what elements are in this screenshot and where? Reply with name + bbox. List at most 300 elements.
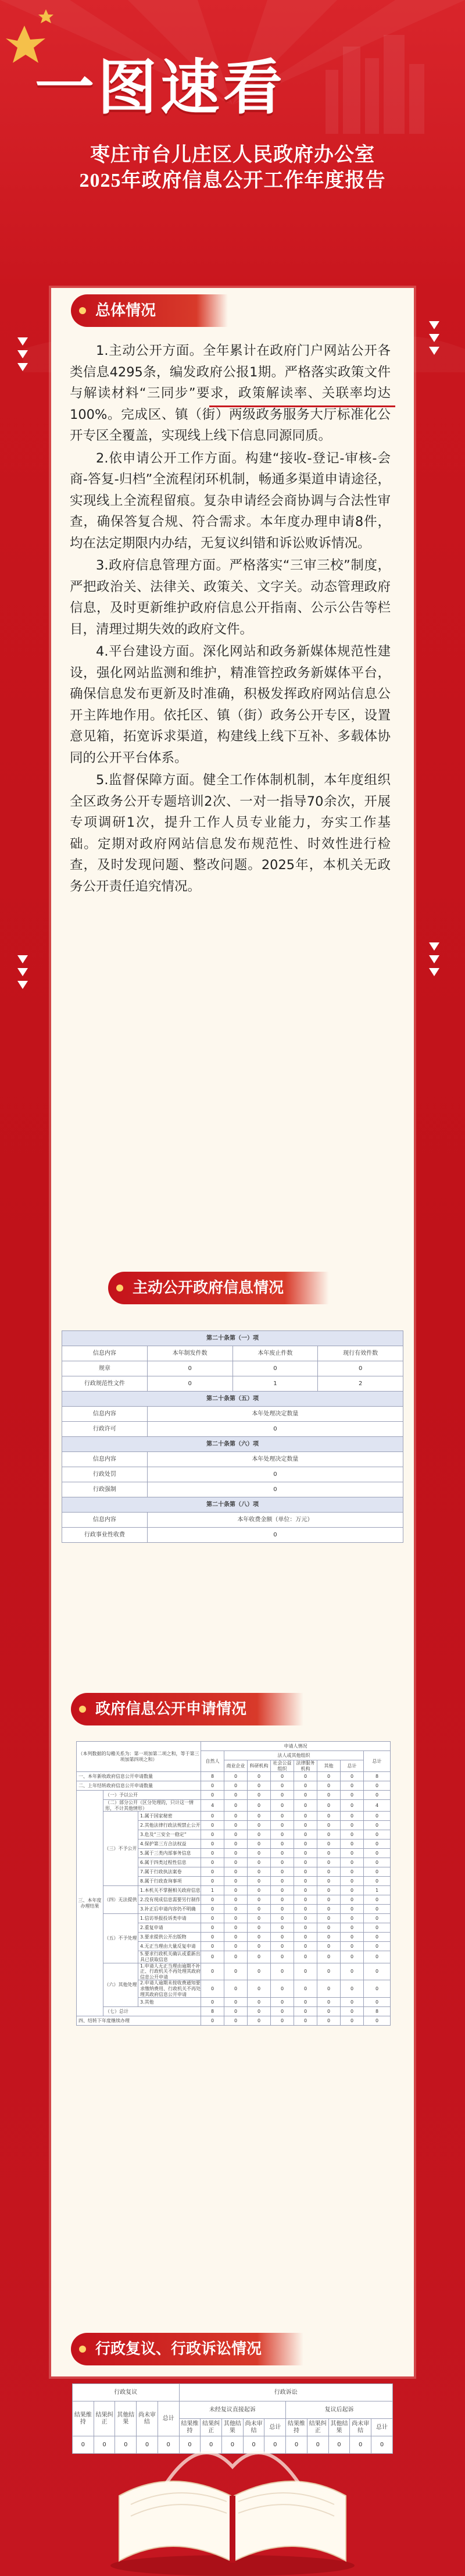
table-cell: 0 <box>271 1867 294 1877</box>
table-cell: 0 <box>341 1998 364 2007</box>
table-cell: 0 <box>271 1830 294 1840</box>
table-cell: 0 <box>201 1840 224 1849</box>
table-cell: 0 <box>271 1951 294 1963</box>
table-cell: 0 <box>201 1942 224 1951</box>
table-cell: 0 <box>224 1821 248 1830</box>
table-cell: 0 <box>201 1858 224 1867</box>
table-header: 商业企业 <box>224 1760 248 1772</box>
table-cell: 0 <box>201 1895 224 1905</box>
table-cell: 0 <box>341 1800 364 1812</box>
table-cell: 0 <box>271 1772 294 1781</box>
table-header: 本年制发件数 <box>147 1346 233 1361</box>
table-cell: 0 <box>248 1877 271 1886</box>
table-header: 科研机构 <box>248 1760 271 1772</box>
highlight-underline <box>209 405 395 407</box>
table-cell: 0 <box>147 1482 403 1497</box>
table-cell: 0 <box>294 1772 317 1781</box>
table-cell: 0 <box>317 1963 341 1980</box>
table-cell: 0 <box>147 1361 233 1376</box>
section-title-text: 政府信息公开申请情况 <box>95 1700 247 1718</box>
row-label: （一）予以公开 <box>103 1791 201 1800</box>
table-cell: 0 <box>341 1895 364 1905</box>
table-cell: 0 <box>201 1933 224 1942</box>
table-header: 本年废止件数 <box>233 1346 318 1361</box>
table-cell: 0 <box>341 2007 364 2016</box>
table-cell: 0 <box>201 1877 224 1886</box>
table-header: 总计 <box>341 1760 364 1772</box>
table-cell: 0 <box>317 2016 341 2026</box>
overview-paragraph: 5.监督保障方面。健全工作体制机制，本年度组织全区政务公开专题培训2次、一对一指导70余次，开展专项调研1次，提升工作人员专业能力，夯实工作基础。定期对政府网站信息发布规范性、时效性进行检查，及时发现问题、整改问题。2025年，本机关无政务公开责任追究情况。 <box>70 773 391 894</box>
table-cell: 0 <box>271 2007 294 2016</box>
overview-text <box>70 340 391 898</box>
row-label: 1.信访举报投诉类申请 <box>138 1914 201 1923</box>
table-cell: 0 <box>364 1867 391 1877</box>
table-cell: 0 <box>371 2436 393 2454</box>
table-cell: 8 <box>201 1772 224 1781</box>
table-cell: 0 <box>317 1886 341 1895</box>
table-header: 复议后起诉 <box>286 2401 393 2419</box>
table-cell: 0 <box>286 2436 307 2454</box>
table-cell: 0 <box>341 1886 364 1895</box>
table-cell: 0 <box>341 1840 364 1849</box>
table-header: 行政诉讼 <box>179 2384 392 2401</box>
table-cell: 0 <box>341 1933 364 1942</box>
table-cell: 0 <box>364 1895 391 1905</box>
table-cell: 0 <box>317 1933 341 1942</box>
row-label: 4.保护第三方合法权益 <box>138 1840 201 1849</box>
table-cell: 0 <box>294 1849 317 1858</box>
table-header: 其他结果 <box>222 2419 244 2436</box>
table-cell: 0 <box>233 1361 318 1376</box>
section-title-overview <box>71 294 228 327</box>
table-cell: 4 <box>201 1800 224 1812</box>
table-cell: 0 <box>341 1781 364 1791</box>
table-cell: 0 <box>271 1905 294 1914</box>
table-cell: 0 <box>248 1942 271 1951</box>
row-label: （七）总计 <box>103 2007 201 2016</box>
table-header: 尚未审结 <box>243 2419 264 2436</box>
table-cell: 0 <box>294 1963 317 1980</box>
table-cell: 0 <box>224 1998 248 2007</box>
table-cell: 0 <box>341 1772 364 1781</box>
table-cell: 0 <box>224 1914 248 1923</box>
table-cell: 0 <box>248 1858 271 1867</box>
table-header: 其他结果 <box>115 2401 137 2436</box>
table-cell: 0 <box>248 1980 271 1998</box>
table-cell: 0 <box>224 1867 248 1877</box>
table-cell: 0 <box>224 1812 248 1821</box>
table-cell: 行政规范性文件 <box>62 1376 148 1392</box>
table-cell: 行政处罚 <box>62 1467 148 1482</box>
table-cell: 0 <box>294 1951 317 1963</box>
table-cell: 0 <box>271 1963 294 1980</box>
table-header: 信息内容 <box>62 1407 148 1422</box>
table-cell: 0 <box>364 1812 391 1821</box>
arrow-down-icon <box>17 981 28 989</box>
table-cell: 0 <box>201 2016 224 2026</box>
row-label: 1.本机关不掌握相关政府信息 <box>138 1886 201 1895</box>
table-cell: 0 <box>248 1821 271 1830</box>
table-cell: 0 <box>248 1923 271 1933</box>
table-cell: 0 <box>224 1951 248 1963</box>
table-cell: 0 <box>317 1812 341 1821</box>
table-cell: 0 <box>201 2436 222 2454</box>
table-cell: 0 <box>364 1951 391 1963</box>
table-cell: 8 <box>364 1772 391 1781</box>
table-cell: 0 <box>248 1933 271 1942</box>
section-title-active <box>108 1272 329 1304</box>
table-cell: 0 <box>222 2436 244 2454</box>
table-cell: 0 <box>294 1923 317 1933</box>
table-header: 总计 <box>158 2401 179 2436</box>
hero-title: 一图速看 <box>35 56 286 122</box>
table-cell: 0 <box>328 2436 350 2454</box>
table-cell: 0 <box>201 1914 224 1923</box>
row-label: 一、本年新收政府信息公开申请数量 <box>77 1772 201 1781</box>
table-cell: 0 <box>147 1422 403 1437</box>
table-cell: 0 <box>364 1781 391 1791</box>
table-cell: 0 <box>341 1812 364 1821</box>
table-cell: 0 <box>224 1923 248 1933</box>
table-cell: 0 <box>271 1895 294 1905</box>
arrow-down-icon <box>429 321 439 329</box>
arrow-down-icon <box>429 968 439 976</box>
table-cell: 行政事业性收费 <box>62 1528 148 1543</box>
table-cell: 0 <box>294 1867 317 1877</box>
row-label: （二）部分公开（区分处理的，只计这一情形，不计其他情形） <box>103 1800 201 1812</box>
table-heading: 第二十条第（五）项 <box>62 1392 403 1407</box>
table-header: 申请人情况 <box>201 1742 391 1751</box>
table-cell: 0 <box>364 1877 391 1886</box>
table-header: 其他结果 <box>328 2419 350 2436</box>
table-cell: 0 <box>271 1942 294 1951</box>
table-cell: 1 <box>201 1886 224 1895</box>
table-cell: 0 <box>294 1840 317 1849</box>
table-header: 本年收费金额（单位：万元） <box>147 1513 403 1528</box>
table-header: 法人或其他组织 <box>224 1751 364 1760</box>
table-cell: 0 <box>364 1963 391 1980</box>
table-header: 信息内容 <box>62 1346 148 1361</box>
table-header: 未经复议直接起诉 <box>179 2401 286 2419</box>
table-cell: 0 <box>243 2436 264 2454</box>
table-cell: 0 <box>317 1914 341 1923</box>
table-cell: 0 <box>317 1830 341 1840</box>
table-cell: 0 <box>248 1849 271 1858</box>
table-cell: 0 <box>294 1886 317 1895</box>
table-cell: 0 <box>271 1998 294 2007</box>
table-cell: 0 <box>341 1923 364 1933</box>
table-header: 结果维持 <box>73 2401 94 2436</box>
table-cell: 0 <box>271 1800 294 1812</box>
group-label: 三、本年度办理结果 <box>77 1791 103 2016</box>
table-cell: 0 <box>271 1980 294 1998</box>
table-cell: 0 <box>341 1830 364 1840</box>
table-cell: 0 <box>364 1942 391 1951</box>
table-header: 总计 <box>371 2419 393 2436</box>
table-cell: 8 <box>201 2007 224 2016</box>
table-cell: 0 <box>341 1858 364 1867</box>
table-cell: 0 <box>224 1895 248 1905</box>
bullet-icon <box>79 1706 86 1713</box>
section-title-text: 主动公开政府信息情况 <box>133 1279 284 1297</box>
table-cell: 0 <box>224 1840 248 1849</box>
group-label: （五）不予处理 <box>103 1914 138 1963</box>
table-row <box>77 1781 391 1791</box>
table-cell: 0 <box>201 1951 224 1963</box>
table-cell: 0 <box>341 1963 364 1980</box>
table-cell: 0 <box>364 1858 391 1867</box>
table-row <box>77 1914 391 1923</box>
table-cell: 0 <box>317 1942 341 1951</box>
table-cell: 0 <box>224 2016 248 2026</box>
table-row <box>77 1800 391 1812</box>
table-cell: 0 <box>364 2016 391 2026</box>
table-cell: 0 <box>224 1800 248 1812</box>
table-cell: 0 <box>294 2007 317 2016</box>
table-cell: 0 <box>248 1791 271 1800</box>
table-cell: 0 <box>341 1980 364 1998</box>
table-cell: 0 <box>317 1867 341 1877</box>
section-title-review <box>71 2333 303 2365</box>
table-cell: 0 <box>248 1951 271 1963</box>
table-header: 本年处理决定数量 <box>147 1407 403 1422</box>
table-cell: 0 <box>317 1923 341 1933</box>
table-header: 尚未审结 <box>137 2401 158 2436</box>
request-table <box>76 1741 391 2026</box>
table-cell: 0 <box>248 2007 271 2016</box>
table-cell: 0 <box>364 1849 391 1858</box>
table-cell: 0 <box>179 2436 201 2454</box>
group-label: （三）不予公开 <box>103 1812 138 1886</box>
table-row <box>77 2016 391 2026</box>
table-cell: 0 <box>248 1781 271 1791</box>
table-cell: 1 <box>364 1886 391 1895</box>
table-cell: 0 <box>317 1858 341 1867</box>
overview-paragraph: 2.依申请公开工作方面。构建“接收-登记-审核-会商-答复-归档”全流程闭环机制，畅通多渠道申请途径，实现线上全流程留痕。复杂申请经会商协调与合法性审查，确保答复合规、符合需求。本年度办理申请8件，均在法定期限内办结，无复议纠错和诉讼败诉情况。 <box>70 450 391 551</box>
table-cell: 4 <box>364 1800 391 1812</box>
table-cell: 0 <box>271 1933 294 1942</box>
table-header: 结果纠正 <box>94 2401 115 2436</box>
table-cell: 0 <box>317 1905 341 1914</box>
table-header: 自然人 <box>201 1751 224 1772</box>
table-cell: 0 <box>317 1849 341 1858</box>
table-cell: 0 <box>317 1800 341 1812</box>
table-row <box>77 2007 391 2016</box>
report-subtitle-line2: 2025年政府信息公开工作年度报告 <box>79 170 386 191</box>
row-label: 2.没有现成信息需要另行制作 <box>138 1895 201 1905</box>
table-cell: 0 <box>147 1376 233 1392</box>
table-cell: 2 <box>318 1376 403 1392</box>
table-cell: 0 <box>317 1998 341 2007</box>
table-header: 总计 <box>364 1751 391 1772</box>
table-cell: 0 <box>271 1821 294 1830</box>
table-cell: 0 <box>201 1998 224 2007</box>
table-cell: 0 <box>271 2016 294 2026</box>
table-cell: 行政许可 <box>62 1422 148 1437</box>
table-cell: 0 <box>294 1830 317 1840</box>
table-cell: 0 <box>224 1933 248 1942</box>
table-cell: 0 <box>294 1905 317 1914</box>
table-cell: 0 <box>271 1858 294 1867</box>
table-cell: 0 <box>364 1998 391 2007</box>
table-cell: 0 <box>294 1933 317 1942</box>
table-cell: 0 <box>294 1781 317 1791</box>
bullet-icon <box>79 2346 86 2353</box>
table-cell: 0 <box>201 1781 224 1791</box>
table-cell: 0 <box>317 1821 341 1830</box>
table-cell: 0 <box>137 2436 158 2454</box>
table-cell: 0 <box>294 1980 317 1998</box>
table-cell: 0 <box>248 1895 271 1905</box>
table-cell: 0 <box>341 1791 364 1800</box>
table-cell: 0 <box>248 1963 271 1980</box>
arrow-down-icon <box>429 942 439 951</box>
table-cell: 0 <box>201 1905 224 1914</box>
table-cell: 0 <box>248 1800 271 1812</box>
table-cell: 0 <box>294 1858 317 1867</box>
row-label: 3.其他 <box>138 1998 201 2007</box>
row-label: 5.属于三类内部事务信息 <box>138 1849 201 1858</box>
table-cell: 0 <box>341 1905 364 1914</box>
table-cell: 0 <box>248 1998 271 2007</box>
table-cell: 0 <box>364 1914 391 1923</box>
table-cell: 0 <box>224 1781 248 1791</box>
arrow-down-icon <box>17 337 28 346</box>
table-header: 结果纠正 <box>201 2419 222 2436</box>
section-title-text: 行政复议、行政诉讼情况 <box>95 2340 262 2358</box>
table-header: 结果纠正 <box>307 2419 328 2436</box>
table-cell: 1 <box>233 1376 318 1392</box>
overview-paragraph: 1.主动公开方面。全年累计在政府门户网站公开各类信息4295条，编发政府公报1期。严格落实政策文件与解读材料“三同步”要求，政策解读率、关联率均达100%。完成区、镇（街）两级政务服务大厅标准化公开专区全覆盖，实现线上线下信息同源同质。 <box>70 343 391 443</box>
table-cell: 0 <box>364 1933 391 1942</box>
table-cell: 0 <box>317 1840 341 1849</box>
section-title-request <box>71 1693 303 1725</box>
table-header: 结果维持 <box>286 2419 307 2436</box>
table-cell: 0 <box>201 1849 224 1858</box>
table-cell: 0 <box>248 1914 271 1923</box>
table-header: 社会公益组织 <box>271 1760 294 1772</box>
table-cell: 0 <box>201 1963 224 1980</box>
table-cell: 0 <box>318 1361 403 1376</box>
table-cell: 0 <box>350 2436 371 2454</box>
arrow-down-icon <box>17 955 28 963</box>
table-cell: 0 <box>294 2016 317 2026</box>
table-cell: 行政强制 <box>62 1482 148 1497</box>
table-cell: 0 <box>364 1821 391 1830</box>
table-heading: 第二十条第（六）项 <box>62 1437 403 1452</box>
table-cell: 0 <box>248 1772 271 1781</box>
table-cell: 0 <box>224 1791 248 1800</box>
table-cell: 8 <box>364 2007 391 2016</box>
table-row <box>77 1791 391 1800</box>
table-cell: 0 <box>248 2016 271 2026</box>
table-cell: 0 <box>294 1998 317 2007</box>
table-corner-note: （本列数据的勾稽关系为：第一项加第二项之和，等于第三项加第四项之和） <box>77 1742 201 1772</box>
arrow-down-icon <box>429 955 439 963</box>
table-cell: 0 <box>248 1812 271 1821</box>
table-cell: 0 <box>294 1821 317 1830</box>
table-cell: 0 <box>294 1877 317 1886</box>
table-cell: 0 <box>317 1980 341 1998</box>
table-cell: 规章 <box>62 1361 148 1376</box>
table-cell: 0 <box>307 2436 328 2454</box>
table-cell: 0 <box>201 1867 224 1877</box>
table-cell: 0 <box>294 1895 317 1905</box>
table-cell: 0 <box>341 1914 364 1923</box>
table-cell: 0 <box>224 1886 248 1895</box>
table-cell: 0 <box>271 1781 294 1791</box>
table-cell: 0 <box>201 1980 224 1998</box>
table-header: 法律服务机构 <box>294 1760 317 1772</box>
table-cell: 0 <box>248 1867 271 1877</box>
table-row <box>77 1963 391 1980</box>
table-cell: 0 <box>224 1830 248 1840</box>
row-label: 1.申请人无正当理由逾期不补正、行政机关不再处理其政府信息公开申请 <box>138 1963 201 1980</box>
table-cell: 0 <box>317 2007 341 2016</box>
row-label: 4.无正当理由大量反复申请 <box>138 1942 201 1951</box>
table-cell: 0 <box>317 1791 341 1800</box>
table-cell: 0 <box>341 1821 364 1830</box>
table-cell: 0 <box>294 1791 317 1800</box>
table-cell: 0 <box>201 1923 224 1933</box>
table-cell: 0 <box>364 1840 391 1849</box>
table-cell: 0 <box>224 1877 248 1886</box>
table-cell: 0 <box>341 1951 364 1963</box>
table-cell: 0 <box>224 1942 248 1951</box>
table-cell: 0 <box>73 2436 94 2454</box>
table-cell: 0 <box>224 1849 248 1858</box>
row-label: 1.属于国家秘密 <box>138 1812 201 1821</box>
table-cell: 0 <box>364 1830 391 1840</box>
table-cell: 0 <box>224 1980 248 1998</box>
arrow-down-icon <box>17 968 28 976</box>
table-cell: 0 <box>271 1877 294 1886</box>
table-cell: 0 <box>294 1914 317 1923</box>
table-cell: 0 <box>248 1905 271 1914</box>
table-cell: 0 <box>147 1467 403 1482</box>
row-label: 6.属于四类过程性信息 <box>138 1858 201 1867</box>
group-label: （六）其他处理 <box>103 1963 138 2007</box>
table-cell: 0 <box>364 1980 391 1998</box>
table-cell: 0 <box>264 2436 286 2454</box>
row-label: 8.属于行政查询事项 <box>138 1877 201 1886</box>
table-cell: 0 <box>271 1849 294 1858</box>
section-title-text: 总体情况 <box>95 302 156 319</box>
table-cell: 0 <box>201 1812 224 1821</box>
table-row <box>77 1812 391 1821</box>
bullet-icon <box>116 1285 123 1291</box>
table-cell: 0 <box>224 1905 248 1914</box>
table-row <box>77 1772 391 1781</box>
table-cell: 0 <box>201 1821 224 1830</box>
table-cell: 0 <box>341 1867 364 1877</box>
overview-paragraph: 4.平台建设方面。深化网站和政务新媒体规范性建设，强化网站监测和维护，精准管控政务新媒体平台，确保信息发布更新及时准确，积极发挥政府网站信息公开主阵地作用。依托区、镇（街）政务公开专区，设置意见箱，拓宽诉求渠道，构建线上线下互补、多载体协同的公开平台体系。 <box>70 644 391 766</box>
table-cell: 0 <box>158 2436 179 2454</box>
row-label: 7.属于行政执法案卷 <box>138 1867 201 1877</box>
overview-paragraph: 3.政府信息管理方面。严格落实“三审三校”制度，严把政治关、法律关、政策关、文字关。动态管理政府信息，及时更新维护政府信息公开指南、公示公告等栏目，清理过期失效的政府文件。 <box>70 558 391 637</box>
table-header: 结果维持 <box>179 2419 201 2436</box>
table-cell: 0 <box>115 2436 137 2454</box>
report-subtitle-line1: 枣庄市台儿庄区人民政府办公室 <box>90 144 375 166</box>
table-cell: 0 <box>248 1830 271 1840</box>
table-cell: 0 <box>341 1877 364 1886</box>
row-label: 5.要求行政机关确认或重新出具已获取信息 <box>138 1951 201 1963</box>
table-cell: 0 <box>94 2436 115 2454</box>
table-cell: 0 <box>271 1840 294 1849</box>
table-header: 现行有效件数 <box>318 1346 403 1361</box>
table-cell: 0 <box>317 1895 341 1905</box>
table-cell: 0 <box>271 1812 294 1821</box>
